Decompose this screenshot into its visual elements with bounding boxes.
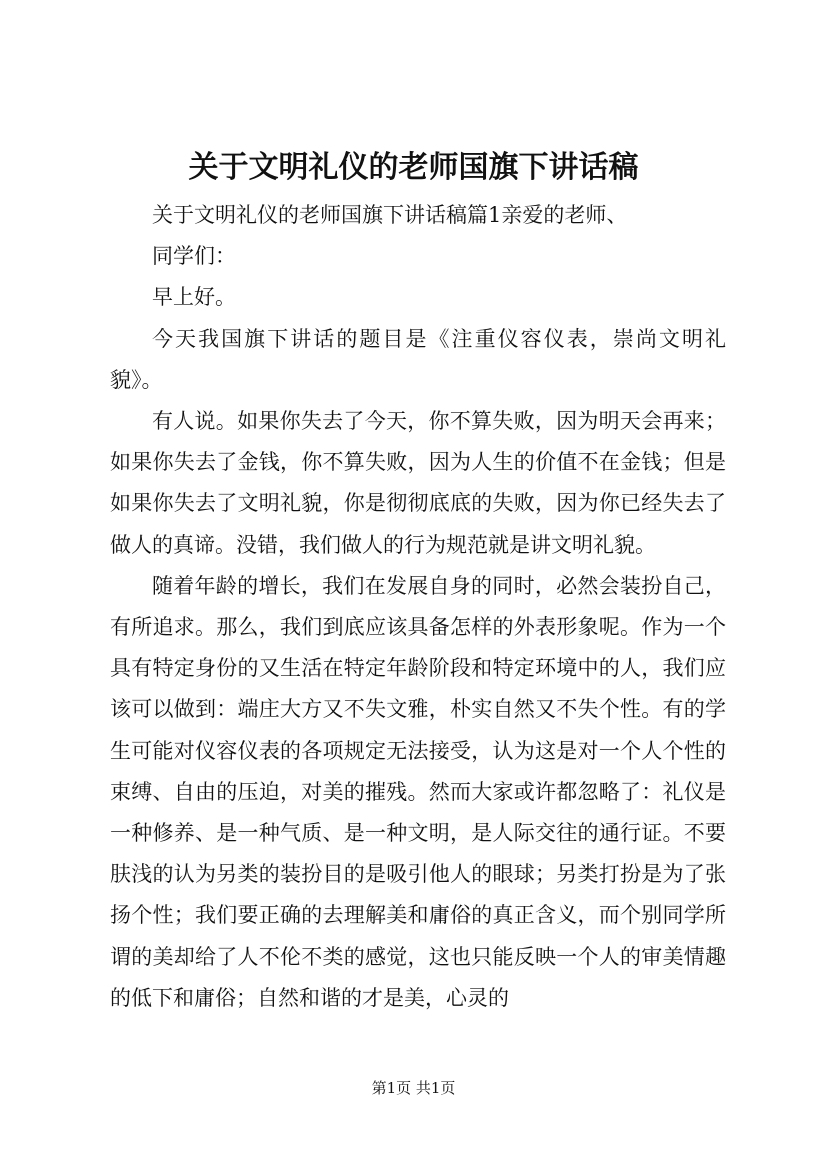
paragraph-4: 今天我国旗下讲话的题目是《注重仪容仪表，崇尚文明礼貌》。: [110, 326, 726, 392]
paragraph-3: 早上好。: [152, 285, 236, 310]
document-body: [110, 195, 726, 1019]
paragraph-1: 关于文明礼仪的老师国旗下讲话稿篇1亲爱的老师、: [152, 203, 628, 227]
page-footer: 第1页 共1页: [371, 1079, 456, 1097]
document-title: 关于文明礼仪的老师国旗下讲话稿: [188, 150, 639, 185]
paragraph-5: 有人说。如果你失去了今天，你不算失败，因为明天会再来；如果你失去了金钱，你不算失败，因为人生的价值不在金钱；但是如果你失去了文明礼貌，你是彻彻底底的失败，因为你已经失去了做人的真谛。没错，我们做人的行为规范就是讲文明礼貌。: [110, 409, 726, 557]
paragraph-6: 随着年龄的增长，我们在发展自身的同时，必然会装扮自己，有所追求。那么，我们到底应该具备怎样的外表形象呢。作为一个具有特定身份的又生活在特定年龄阶段和特定环境中的人，我们应该可以做到：端庄大方又不失文雅，朴实自然又不失个性。有的学生可能对仪容仪表的各项规定无法接受，认为这是对一个人个性的束缚、自由的压迫，对美的摧残。然而大家或许都忽略了：礼仪是一种修养、是一种气质、是一种文明，是人际交往的通行证。不要肤浅的认为另类的装扮目的是吸引他人的眼球；另类打扮是为了张扬个性；我们要正确的去理解美和庸俗的真正含义，而个别同学所谓的美却给了人不伦不类的感觉，这也只能反映一个人的审美情趣的低下和庸俗；自然和谐的才是美，心灵的: [110, 573, 726, 1010]
paragraph-2: 同学们：: [152, 244, 236, 269]
